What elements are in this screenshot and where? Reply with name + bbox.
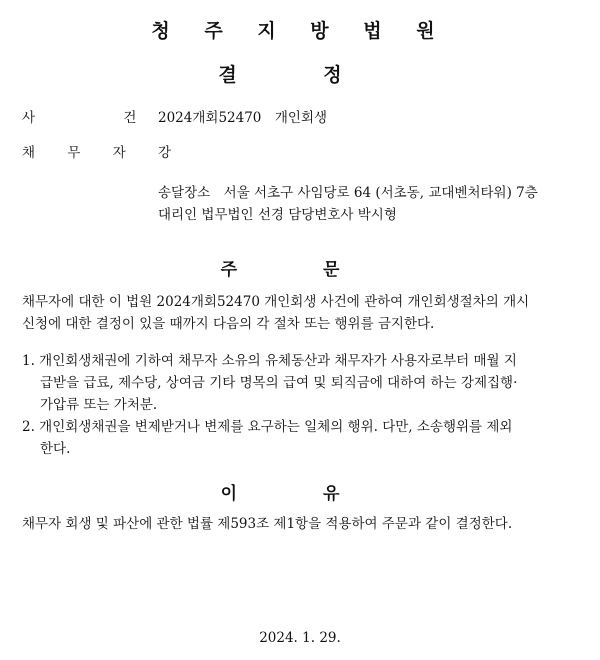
debtor-label: 채 무 자 bbox=[22, 145, 140, 161]
case-value: 2024개회52470 개인회생 bbox=[158, 110, 328, 126]
order-item-2-cont: 한다. bbox=[40, 441, 71, 457]
reason-text: 채무자 회생 및 파산에 관한 법률 제593조 제1항을 적용하여 주문과 같이 결정한다. bbox=[22, 516, 513, 532]
document-type: 결 정 bbox=[218, 64, 382, 86]
order-text-line: 채무자에 대한 이 법원 2024개회52470 개인회생 사건에 관하여 개인회생절차의 개시 bbox=[22, 294, 530, 310]
decision-date: 2024. 1. 29. bbox=[259, 630, 341, 646]
case-label: 사 건 bbox=[22, 110, 179, 126]
reason-heading: 이 유 bbox=[220, 484, 380, 504]
court-name: 청 주 지 방 법 원 bbox=[151, 20, 449, 42]
service-address: 송달장소 서울 서초구 사임당로 64 (서초동, 교대벤처타워) 7층 bbox=[158, 185, 538, 201]
agent: 대리인 법무법인 선경 담당변호사 박시형 bbox=[158, 207, 397, 223]
order-item-1-cont: 급받을 급료, 제수당, 상여금 기타 명목의 급여 및 퇴직금에 대하여 하는 강제집행· bbox=[40, 375, 518, 391]
debtor-value: 강 bbox=[158, 145, 172, 161]
order-item-1: 1. 개인회생채권에 기하여 채무자 소유의 유체동산과 채무자가 사용자로부터 매월 지 bbox=[22, 353, 517, 369]
order-item-2: 2. 개인회생채권을 변제받거나 변제를 요구하는 일체의 행위. 다만, 소송행위를 제외 bbox=[22, 419, 513, 435]
order-item-1-cont: 가압류 또는 가처분. bbox=[40, 397, 158, 413]
order-heading: 주 문 bbox=[220, 260, 380, 280]
order-text-line: 신청에 대한 결정이 있을 때까지 다음의 각 절차 또는 행위를 금지한다. bbox=[22, 316, 435, 332]
